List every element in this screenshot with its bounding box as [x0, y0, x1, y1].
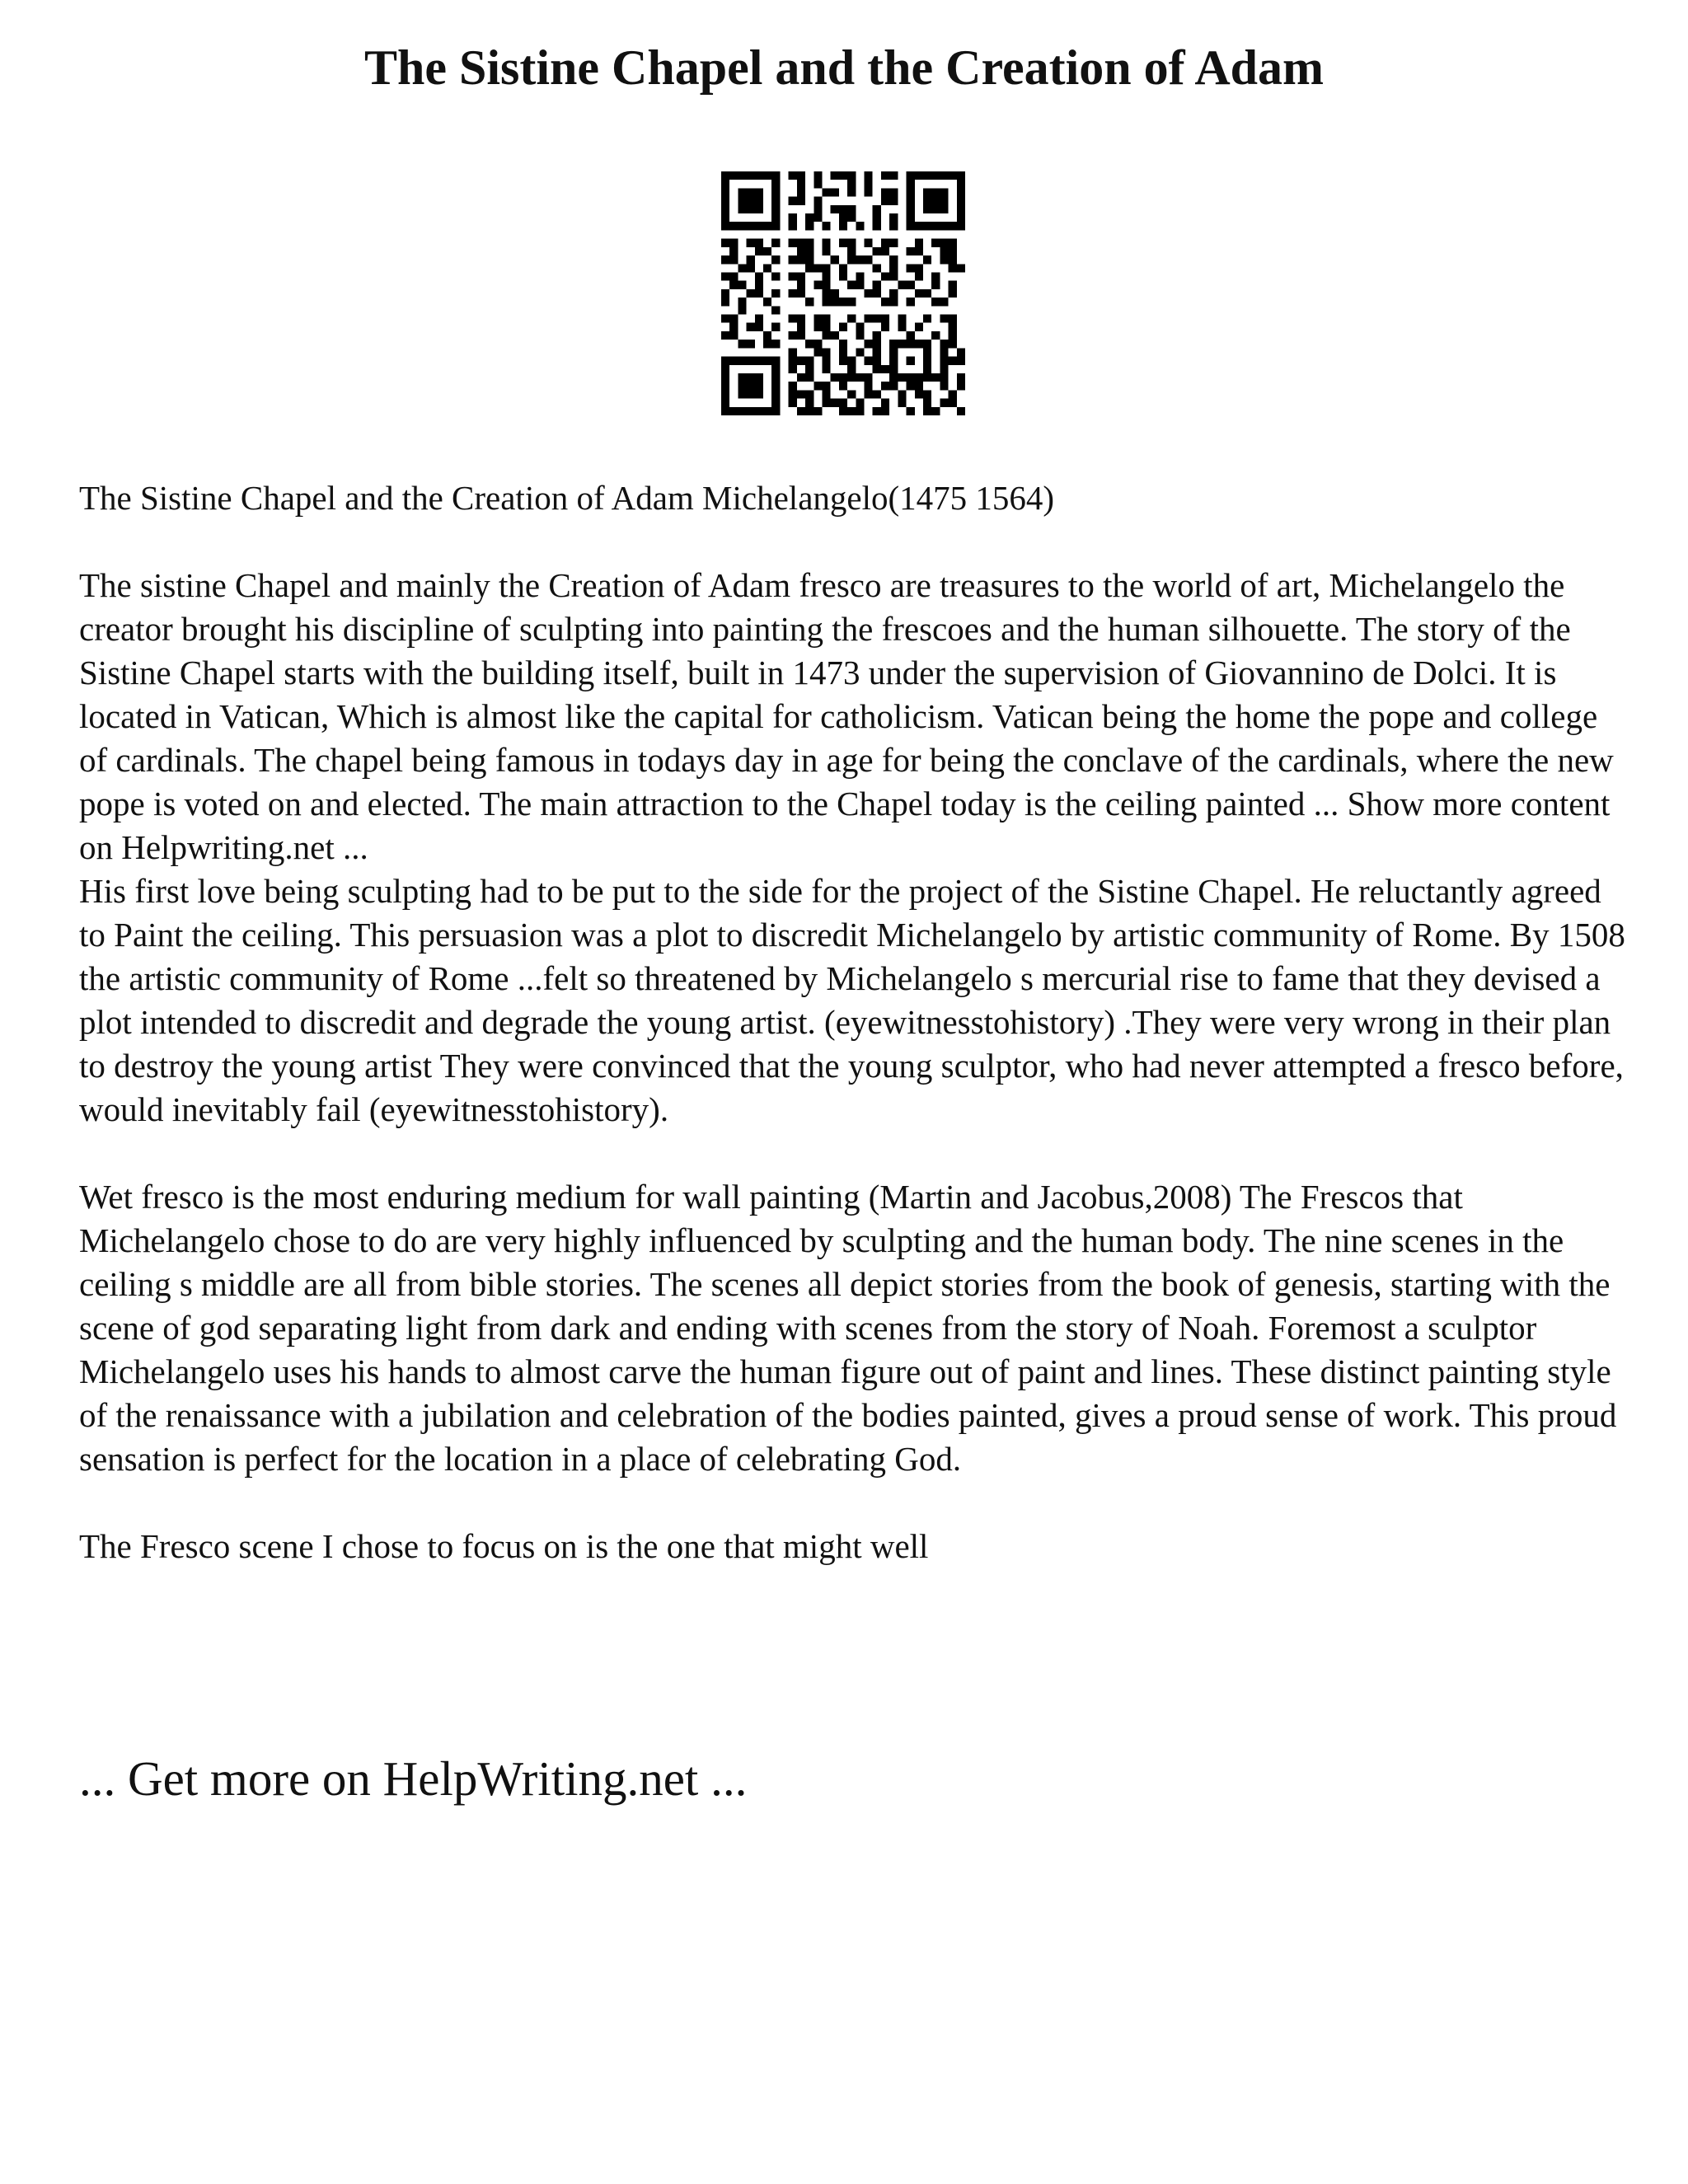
- paragraph-gap: [79, 520, 1629, 564]
- paragraph-4: The Fresco scene I chose to focus on is the one that might well: [79, 1527, 929, 1565]
- paragraph-gap: [79, 1481, 1629, 1525]
- document-title: The Sistine Chapel and the Creation of Adam: [363, 40, 1325, 95]
- document-body: [79, 476, 1629, 1568]
- qr-code-image: [721, 171, 965, 415]
- paragraph-3: Wet fresco is the most enduring medium for wall painting (Martin and Jacobus,2008) The Frescos that Michelangelo chose to do are very highly influenced by sculpting and the human body. The nine scenes in the ceiling s middle are all from bible stories. The scenes all depict stories from the book of genesis, starting with the scene of god separating light from dark and ending with scenes from the story of Noah. Foremost a sculptor Michelangelo uses his hands to almost carve the human figure out of paint and lines. These distinct painting style of the renaissance with a jubilation and celebration of the bodies painted, gives a proud sense of work. This proud sensation is perfect for the location in a place of celebrating God.: [79, 1178, 1617, 1478]
- get-more-link[interactable]: ... Get more on HelpWriting.net ...: [79, 1751, 748, 1806]
- paragraph-1: The sistine Chapel and mainly the Creation of Adam fresco are treasures to the world of art, Michelangelo the creator brought his discipline of sculpting into painting the frescoes and the human silhouette. The story of the Sistine Chapel starts with the building itself, built in 1473 under the supervision of Giovannino de Dolci. It is located in Vatican, Which is almost like the capital for catholicism. Vatican being the home the pope and college of cardinals. The chapel being famous in todays day in age for being the conclave of the cardinals, where the new pope is voted on and elected. The main attraction to the Chapel today is the ceiling painted ... Show more content on Helpwriting.net ...: [79, 566, 1614, 866]
- document-subtitle: The Sistine Chapel and the Creation of Adam Michelangelo(1475 1564): [79, 479, 1055, 517]
- qr-code[interactable]: [721, 171, 965, 415]
- paragraph-2: His first love being sculpting had to be put to the side for the project of the Sistine Chapel. He reluctantly agreed to Paint the ceiling. This persuasion was a plot to discredit Michelangelo by artistic community of Rome. By 1508 the artistic community of Rome ...felt so threatened by Michelangelo s mercurial rise to fame that they devised a plot intended to discredit and degrade the young artist. (eyewitnesstohistory) .They were very wrong in their plan to destroy the young artist They were convinced that the young sculptor, who had never attempted a fresco before, would inevitably fail (eyewitnesstohistory).: [79, 872, 1625, 1128]
- paragraph-gap: [79, 1132, 1629, 1175]
